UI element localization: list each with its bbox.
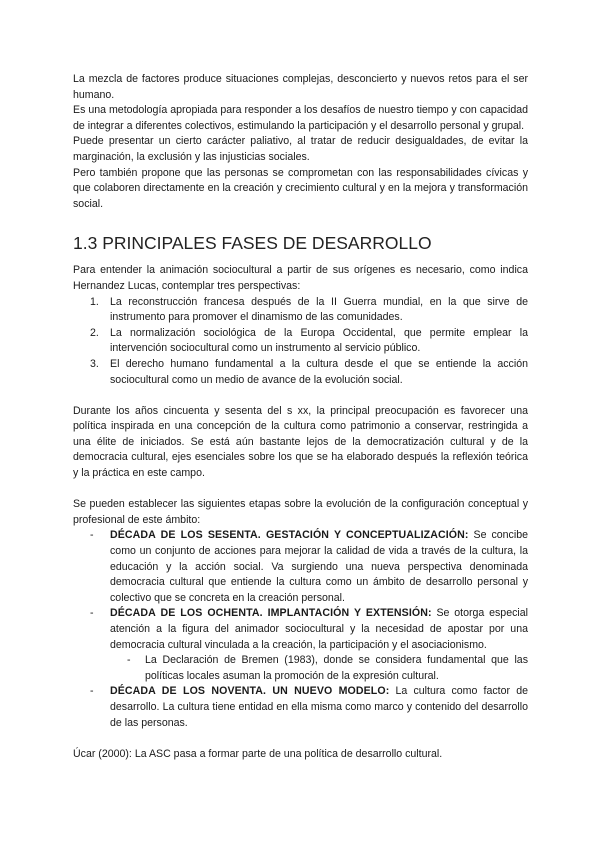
document-page	[73, 72, 528, 762]
spacer	[73, 482, 528, 498]
list-number: 2.	[90, 326, 99, 339]
stages-list	[73, 528, 528, 731]
spacer	[73, 388, 528, 404]
intro-paragraph-3: Puede presentar un cierto carácter paliativo, al tratar de reducir desigualdades, de evitar la marginación, la exclusión y las injusticias sociales.	[73, 135, 528, 163]
stage-item	[73, 684, 528, 731]
perspective-text: El derecho humano fundamental a la cultura desde el que se entiende la acción sociocultural como un medio de avance de la evolución social.	[110, 357, 528, 386]
intro-paragraph-4: Pero también propone que las personas se comprometan con las responsabilidades cívicas y que colaboren directamente en la creación y crecimiento cultural y en la mejora y transformación social.	[73, 166, 528, 210]
list-number: 3.	[90, 357, 99, 370]
stage-text: Se otorga especial atención a la figura del animador sociocultural y la necesidad de apostar por una democracia cultural vinculada a la creación, la participación y el asociacionismo.	[110, 607, 528, 651]
stages-lead-paragraph: Se pueden establecer las siguientes etapas sobre la evolución de la configuración conceptual y profesional de este ámbito:	[73, 498, 528, 526]
stage-item	[73, 606, 528, 684]
closing-paragraph: Úcar (2000): La ASC pasa a formar parte de una política de desarrollo cultural.	[73, 747, 443, 760]
dash-bullet: -	[90, 529, 94, 542]
list-number: 1.	[90, 295, 99, 308]
dash-bullet: -	[90, 607, 94, 620]
perspective-text: La reconstrucción francesa después de la II Guerra mundial, en la que sirve de instrumento para promover el dinamismo de las comunidades.	[110, 295, 528, 324]
fifties-paragraph: Durante los años cincuenta y sesenta del s xx, la principal preocupación es favorecer una política inspirada en una concepción de la cultura como patrimonio a conservar, restringida a una élite de iniciados. Se está aún bastante lejos de la democratización cultural y de la democracia cultural, ejes esenciales sobre los que se ha elaborado después la reflexión teórica y la práctica en este campo.	[73, 404, 528, 480]
stage-sublist	[110, 653, 528, 684]
stage-subitem-text: La Declaración de Bremen (1983), donde se considera fundamental que las políticas locales asuman la promoción de la expresión cultural.	[145, 654, 528, 682]
intro-paragraph-2: Es una metodología apropiada para responder a los desafíos de nuestro tiempo y con capacidad de integrar a diferentes colectivos, estimulando la participación y el desarrollo personal y grupal.	[73, 104, 528, 132]
perspective-item	[73, 295, 528, 326]
section-lead-paragraph: Para entender la animación sociocultural a partir de sus orígenes es necesario, como indica Hernandez Lucas, contemplar tres perspectivas:	[73, 264, 528, 292]
section-heading: 1.3 PRINCIPALES FASES DE DESARROLLO	[73, 233, 432, 254]
dash-bullet: -	[90, 685, 94, 698]
perspectives-list	[73, 295, 528, 389]
stage-title: DÉCADA DE LOS SESENTA. GESTACIÓN Y CONCEPTUALIZACIÓN:	[110, 529, 469, 542]
stage-subitem	[110, 653, 528, 684]
perspective-text: La normalización sociológica de la Europa Occidental, que permite emplear la intervención sociocultural como un instrumento al servicio público.	[110, 326, 528, 355]
stage-title: DÉCADA DE LOS NOVENTA. UN NUEVO MODELO:	[110, 685, 390, 698]
stage-item	[73, 528, 528, 606]
dash-bullet: -	[127, 654, 131, 667]
stage-title: DÉCADA DE LOS OCHENTA. IMPLANTACIÓN Y EXTENSIÓN:	[110, 607, 432, 620]
perspective-item	[73, 326, 528, 357]
stage-text: Se concibe como un conjunto de acciones para mejorar la calidad de vida a través de la cultura, la educación y la acción social. Va surgiendo una nueva perspectiva denominada democracia cultural que entiende la cultura como un ámbito de desarrollo personal y colectivo que se concreta en la creación personal.	[110, 529, 528, 604]
spacer	[73, 731, 528, 747]
perspective-item	[73, 357, 528, 388]
stage-text: La cultura como factor de desarrollo. La cultura tiene entidad en ella misma como marco y contenido del desarrollo de las personas.	[110, 685, 528, 729]
intro-paragraph-1: La mezcla de factores produce situaciones complejas, desconcierto y nuevos retos para el ser humano.	[73, 73, 528, 101]
